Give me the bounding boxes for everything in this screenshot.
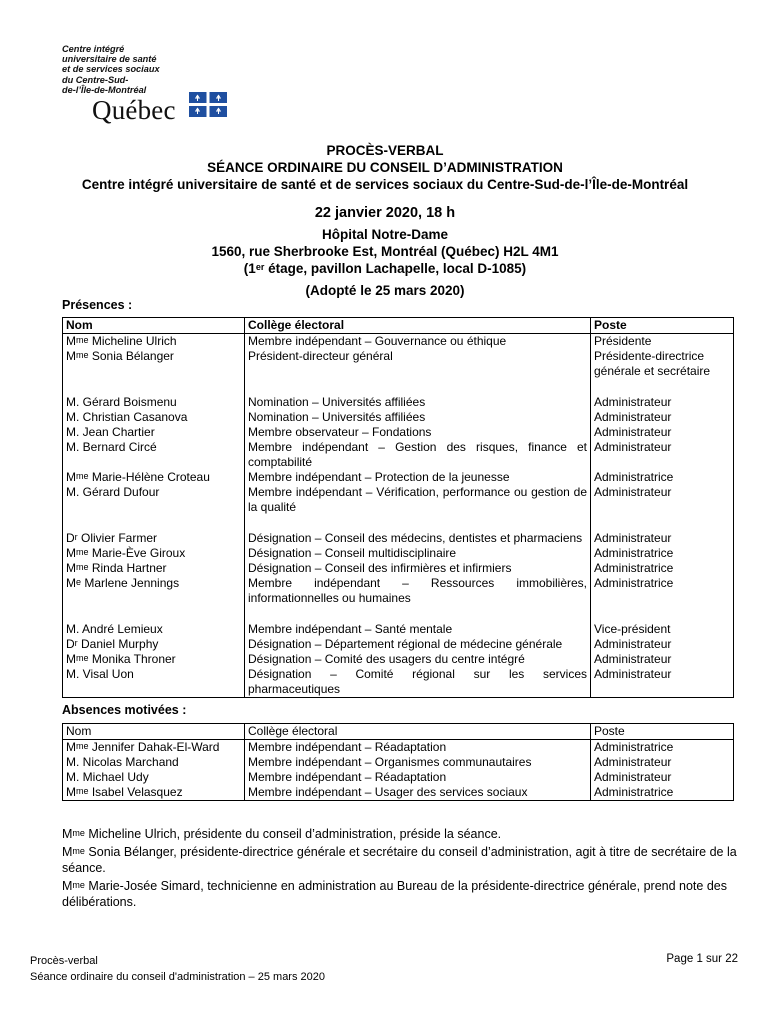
member-name: M. Gérard Boismenu bbox=[63, 379, 245, 410]
doc-organization: Centre intégré universitaire de santé et de services sociaux du Centre-Sud-de-l’Île-de-Montréal bbox=[81, 177, 689, 192]
electoral-college: Membre indépendant – Usager des services sociaux bbox=[245, 785, 591, 801]
electoral-college: Membre indépendant – Organismes communautaires bbox=[245, 755, 591, 770]
presences-table bbox=[62, 317, 734, 698]
table-row bbox=[63, 576, 734, 606]
footer-doc-type: Procès-verbal bbox=[30, 955, 98, 967]
minutes-paragraph: $M^{me}$ Marie-Josée Simard, technicienne en administration au Bureau de la présidente-directrice générale, prend note des délibérations. bbox=[62, 878, 727, 909]
electoral-college: Membre indépendant – Gouvernance ou éthique bbox=[245, 334, 591, 350]
document-heading bbox=[0, 142, 770, 193]
page-footer bbox=[30, 953, 325, 985]
table-row bbox=[63, 606, 734, 637]
electoral-college: Membre indépendant – Vérification, performance ou gestion de la qualité bbox=[245, 485, 591, 515]
column-header: Poste bbox=[591, 724, 734, 740]
member-position: Vice-président bbox=[591, 606, 734, 637]
column-header: Nom bbox=[63, 318, 245, 334]
doc-subtitle: SÉANCE ORDINAIRE DU CONSEIL D’ADMINISTRATION bbox=[207, 160, 563, 175]
electoral-college: Membre indépendant – Gestion des risques, finance et comptabilité bbox=[245, 440, 591, 470]
minutes-paragraphs bbox=[62, 826, 737, 912]
minutes-paragraph: $M^{me}$ Micheline Ulrich, présidente du conseil d’administration, préside la séance. bbox=[62, 827, 502, 841]
member-position: Administrateur bbox=[591, 485, 734, 515]
member-position: Administrateur bbox=[591, 410, 734, 425]
member-position: Administrateur bbox=[591, 440, 734, 470]
logo-text bbox=[62, 44, 160, 95]
table-header-row bbox=[63, 318, 734, 334]
quebec-flag-icon bbox=[189, 92, 227, 117]
member-position: Administratrice bbox=[591, 740, 734, 756]
member-name: $M^{me}$ Micheline Ulrich bbox=[63, 334, 245, 350]
table-row bbox=[63, 379, 734, 410]
table-row bbox=[63, 425, 734, 440]
logo-line: universitaire de santé bbox=[62, 54, 157, 65]
member-position: Administrateur bbox=[591, 637, 734, 652]
quebec-wordmark: Québec bbox=[92, 95, 176, 125]
minutes-paragraph: $M^{me}$ Sonia Bélanger, présidente-directrice générale et secrétaire du conseil d’administration, agit à titre de secrétaire de la séance. bbox=[62, 844, 737, 875]
member-name: $M^{me}$ Monika Throner bbox=[63, 652, 245, 667]
venue: Hôpital Notre-Dame bbox=[321, 227, 448, 242]
member-position: Administratrice bbox=[591, 546, 734, 561]
table-row bbox=[63, 410, 734, 425]
electoral-college: Membre indépendant – Réadaptation bbox=[245, 770, 591, 785]
member-position: Administratrice bbox=[591, 785, 734, 801]
member-name: $D^r$ Olivier Farmer bbox=[63, 515, 245, 546]
electoral-college: Désignation – Conseil multidisciplinaire bbox=[245, 546, 591, 561]
logo-line: et de services sociaux bbox=[62, 64, 160, 75]
member-name: $M^{me}$ Sonia Bélanger bbox=[63, 349, 245, 379]
table-row bbox=[63, 546, 734, 561]
electoral-college: Désignation – Département régional de médecine générale bbox=[245, 637, 591, 652]
member-position: Administratrice bbox=[591, 470, 734, 485]
logo-line: du Centre-Sud- bbox=[62, 74, 129, 85]
electoral-college: Désignation – Comité régional sur les services pharmaceutiques bbox=[245, 667, 591, 698]
electoral-college: Membre indépendant – Réadaptation bbox=[245, 740, 591, 756]
member-name: $D^r$ Daniel Murphy bbox=[63, 637, 245, 652]
table-row bbox=[63, 785, 734, 801]
adoption-note: (Adopté le 25 mars 2020) bbox=[305, 283, 465, 298]
table-row bbox=[63, 740, 734, 756]
member-name: M. Michael Udy bbox=[63, 770, 245, 785]
member-position: Présidente bbox=[591, 334, 734, 350]
member-name: $M^{me}$ Rinda Hartner bbox=[63, 561, 245, 576]
column-header: Collège électoral bbox=[245, 724, 591, 740]
logo-line: de-l’Île-de-Montréal bbox=[62, 84, 147, 95]
member-name: $M^{me}$ Jennifer Dahak-El-Ward bbox=[63, 740, 245, 756]
electoral-college: Désignation – Conseil des médecins, dentistes et pharmaciens bbox=[245, 515, 591, 546]
table-row bbox=[63, 349, 734, 379]
member-name: $M^{me}$ Marie-Ève Giroux bbox=[63, 546, 245, 561]
footer-meeting: Séance ordinaire du conseil d'administration – 25 mars 2020 bbox=[30, 971, 325, 983]
presences-label: Présences : bbox=[62, 298, 133, 312]
member-position: Administrateur bbox=[591, 667, 734, 698]
floor-location: (1er étage, pavillon Lachapelle, local D-1085) bbox=[243, 261, 527, 276]
electoral-college: Nomination – Universités affiliées bbox=[245, 379, 591, 410]
member-position: Administrateur bbox=[591, 770, 734, 785]
member-name: $M^{me}$ Isabel Velasquez bbox=[63, 785, 245, 801]
table-row bbox=[63, 561, 734, 576]
table-header-row bbox=[63, 724, 734, 740]
member-name: M. Bernard Circé bbox=[63, 440, 245, 470]
member-name: M. André Lemieux bbox=[63, 606, 245, 637]
member-position: Administrateur bbox=[591, 425, 734, 440]
table-row bbox=[63, 637, 734, 652]
meeting-location bbox=[0, 226, 770, 277]
member-position: Administrateur bbox=[591, 515, 734, 546]
table-row bbox=[63, 667, 734, 698]
member-name: M. Jean Chartier bbox=[63, 425, 245, 440]
meeting-date: 22 janvier 2020, 18 h bbox=[314, 205, 456, 221]
table-row bbox=[63, 334, 734, 350]
absences-label: Absences motivées : bbox=[62, 703, 187, 717]
organization-logo bbox=[62, 44, 237, 124]
column-header: Collège électoral bbox=[245, 318, 591, 334]
electoral-college: Désignation – Conseil des infirmières et infirmiers bbox=[245, 561, 591, 576]
member-name: $M^{me}$ Marie-Hélène Croteau bbox=[63, 470, 245, 485]
column-header: Nom bbox=[63, 724, 245, 740]
electoral-college: Membre observateur – Fondations bbox=[245, 425, 591, 440]
member-name: Me Marlene Jennings bbox=[63, 576, 245, 606]
member-position: Administrateur bbox=[591, 379, 734, 410]
absences-table bbox=[62, 723, 734, 801]
logo-line: Centre intégré bbox=[62, 44, 125, 54]
table-row bbox=[63, 470, 734, 485]
table-row bbox=[63, 440, 734, 470]
electoral-college: Nomination – Universités affiliées bbox=[245, 410, 591, 425]
member-name: M. Christian Casanova bbox=[63, 410, 245, 425]
electoral-college: Membre indépendant – Santé mentale bbox=[245, 606, 591, 637]
table-row bbox=[63, 770, 734, 785]
electoral-college: Désignation – Comité des usagers du centre intégré bbox=[245, 652, 591, 667]
electoral-college: Président-directeur général bbox=[245, 349, 591, 379]
table-row bbox=[63, 515, 734, 546]
member-position: Présidente-directrice générale et secrétaire bbox=[591, 349, 734, 379]
table-row bbox=[63, 485, 734, 515]
column-header: Poste bbox=[591, 318, 734, 334]
address: 1560, rue Sherbrooke Est, Montréal (Québec) H2L 4M1 bbox=[211, 244, 559, 259]
member-name: M. Gérard Dufour bbox=[63, 485, 245, 515]
member-name: M. Visal Uon bbox=[63, 667, 245, 698]
table-row bbox=[63, 755, 734, 770]
member-position: Administratrice bbox=[591, 576, 734, 606]
table-row bbox=[63, 652, 734, 667]
member-position: Administrateur bbox=[591, 755, 734, 770]
page-number: Page 1 sur 22 bbox=[666, 953, 738, 965]
member-name: M. Nicolas Marchand bbox=[63, 755, 245, 770]
doc-title: PROCÈS-VERBAL bbox=[326, 143, 444, 158]
member-position: Administratrice bbox=[591, 561, 734, 576]
member-position: Administrateur bbox=[591, 652, 734, 667]
electoral-college: Membre indépendant – Protection de la jeunesse bbox=[245, 470, 591, 485]
electoral-college: Membre indépendant – Ressources immobilières, informationnelles ou humaines bbox=[245, 576, 591, 606]
